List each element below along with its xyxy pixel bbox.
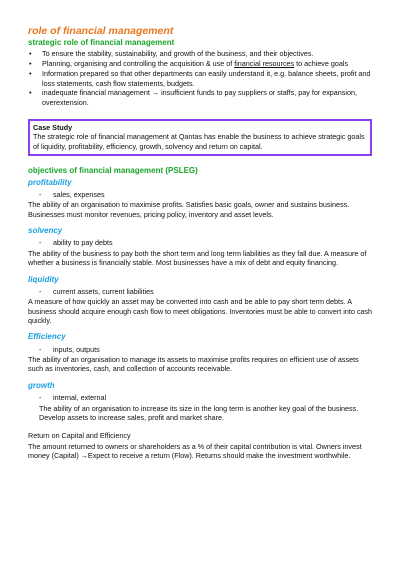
objective-liquidity bbox=[28, 275, 372, 326]
keywords-text: current assets, current liabilities bbox=[53, 286, 154, 296]
list-item bbox=[28, 69, 372, 88]
bullet-icon: • bbox=[29, 59, 32, 69]
return-on-capital-text: The amount returned to owners or shareholders as a % of their capital contribution is vital. Owners invest money (Capital) →Expect to receive a return (Flow). Returns should make the investment worthwhile. bbox=[28, 441, 362, 460]
dash-icon: - bbox=[39, 189, 42, 199]
case-study-box bbox=[28, 119, 372, 156]
objective-title: liquidity bbox=[28, 274, 59, 284]
bullet-icon: • bbox=[29, 69, 32, 79]
list-item bbox=[28, 59, 372, 68]
dash-icon: - bbox=[39, 393, 42, 403]
strategic-bullet-list bbox=[28, 49, 372, 107]
bullet-icon: • bbox=[29, 49, 32, 59]
list-item bbox=[28, 88, 372, 107]
objective-keywords bbox=[28, 345, 372, 354]
objective-growth bbox=[28, 381, 372, 422]
keywords-text: inputs, outputs bbox=[53, 344, 100, 354]
objective-keywords bbox=[28, 393, 372, 402]
keywords-text: sales, expenses bbox=[53, 189, 105, 199]
bullet-text: to achieve goals bbox=[294, 59, 349, 69]
keywords-text: ability to pay debts bbox=[53, 238, 113, 248]
objective-efficiency bbox=[28, 332, 372, 373]
bullet-text: Planning, organising and controlling the acquisition & use of bbox=[42, 59, 235, 69]
objectives-heading: objectives of financial management (PSLEG) bbox=[28, 166, 198, 176]
financial-resources-link[interactable]: financial resources bbox=[234, 59, 295, 69]
bullet-text: inadequate financial management → insufficient funds to pay suppliers or staffs, pay for expansion, overextension. bbox=[42, 88, 357, 107]
keywords-text: internal, external bbox=[53, 393, 107, 403]
objective-keywords bbox=[28, 190, 372, 199]
objective-solvency bbox=[28, 226, 372, 267]
bullet-text: To ensure the stability, sustainability, and growth of the business, and their objectives. bbox=[42, 49, 314, 59]
objective-text: The ability of an organisation to increase its size in the long term is another key goal of the business. Develop assets to increase sales, profit and market share. bbox=[39, 403, 359, 422]
objective-text: The ability of the business to pay both the short term and long term liabilities as they fall due. A measure of whether a business is financially stable. Most businesses have a mix of debt and equity financing. bbox=[28, 248, 367, 268]
objective-title: Efficiency bbox=[28, 332, 66, 342]
objective-title: growth bbox=[28, 380, 55, 390]
objective-title: solvency bbox=[28, 226, 63, 236]
dash-icon: - bbox=[39, 286, 42, 296]
dash-icon: - bbox=[39, 344, 42, 354]
objective-title: profitability bbox=[28, 177, 72, 187]
objective-keywords bbox=[28, 238, 372, 247]
strategic-heading: strategic role of financial management bbox=[28, 38, 175, 48]
page-title: role of financial management bbox=[28, 25, 174, 37]
objective-profitability bbox=[28, 178, 372, 219]
bullet-icon: • bbox=[29, 88, 32, 98]
objective-text: A measure of how quickly an asset may be converted into cash and be able to pay short term debts. A business should acquire enough cash flow to meet obligations. Inventories must be able to convert into cash quickly. bbox=[28, 297, 373, 325]
case-study-label: Case Study bbox=[33, 123, 73, 133]
dash-icon: - bbox=[39, 238, 42, 248]
bullet-text: Information prepared so that other departments can easily understand it, e.g. balance sheets, profit and loss statements, cash flow statements, budgets. bbox=[42, 69, 371, 88]
objective-text: The ability of an organisation to maximise profits. Satisfies basic goals, owner and sustains business. Businesses must monitor revenues, pricing policy, inventory and asset levels. bbox=[28, 200, 350, 219]
return-on-capital-title: Return on Capital and Efficiency bbox=[28, 431, 131, 441]
objective-keywords bbox=[28, 287, 372, 296]
objective-text: The ability of an organisation to manage its assets to maximise profits requires on efficient use of assets such as inventories, cash, and collection of accounts receivable. bbox=[28, 355, 359, 374]
return-on-capital-section bbox=[28, 431, 372, 460]
case-study-text: The strategic role of financial management at Qantas has enable the business to achieve strategic goals of liquidity, profitability, efficiency, growth, solvency and return on capital. bbox=[33, 132, 365, 151]
list-item bbox=[28, 49, 372, 58]
